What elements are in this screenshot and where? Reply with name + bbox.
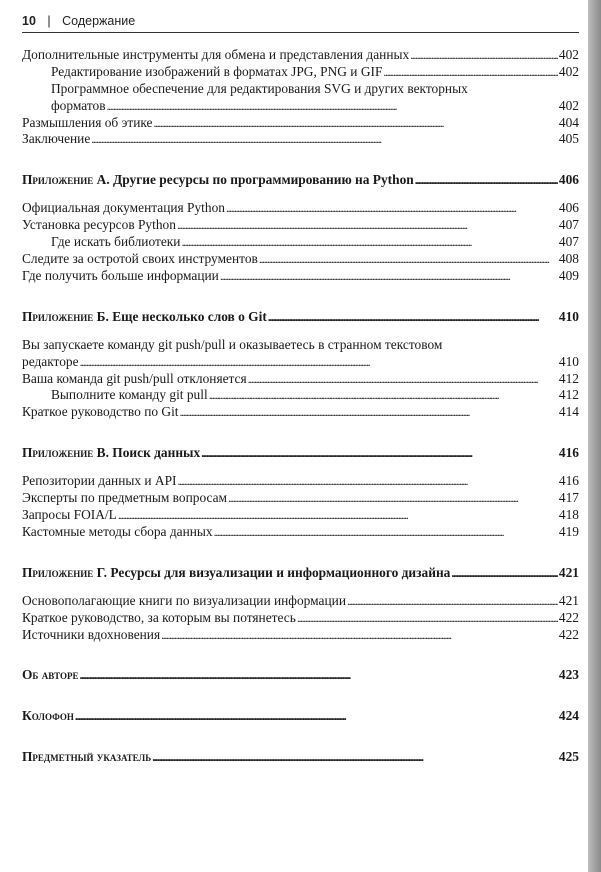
- header-rule: [22, 32, 579, 33]
- toc-entry[interactable]: Выполните команду git pull . . . 412: [22, 387, 579, 404]
- colophon-heading[interactable]: Колофон . . . 424: [22, 706, 579, 725]
- about-author-heading[interactable]: Об авторе . . . 423: [22, 665, 579, 684]
- toc-entry[interactable]: Установка ресурсов Python . . . 407: [22, 217, 579, 234]
- toc-entry[interactable]: Дополнительные инструменты для обмена и представления данных . . . 402: [22, 47, 579, 64]
- toc-entry[interactable]: Где искать библиотеки . . . 407: [22, 234, 579, 251]
- toc-entry[interactable]: Вы запускаете команду git push/pull и оказываетесь в странном текстовом редакторе . . . 410: [22, 337, 579, 371]
- toc-entry[interactable]: Краткое руководство по Git . . . 414: [22, 404, 579, 421]
- toc-entry[interactable]: Репозитории данных и API . . . 416: [22, 473, 579, 490]
- toc-entry[interactable]: Основополагающие книги по визуализации информации . . . 421: [22, 593, 579, 610]
- toc-entry[interactable]: Заключение . . . 405: [22, 131, 579, 148]
- toc-entry[interactable]: Где получить больше информации . . . 409: [22, 268, 579, 285]
- toc-entry[interactable]: Размышления об этике . . . 404: [22, 115, 579, 132]
- toc-entry[interactable]: Кастомные методы сбора данных . . . 419: [22, 524, 579, 541]
- toc-entry[interactable]: Официальная документация Python . . . 406: [22, 200, 579, 217]
- index-heading[interactable]: Предметный указатель . . . 425: [22, 747, 579, 766]
- header-title: Содержание: [62, 14, 136, 28]
- toc-entry[interactable]: Программное обеспечение для редактирования SVG и других векторных форматов . . . 402: [22, 81, 579, 115]
- toc-entry[interactable]: Следите за остротой своих инструментов . . . 408: [22, 251, 579, 268]
- appendix-a-heading[interactable]: Приложение А. Другие ресурсы по программированию на Python . . . 406: [22, 170, 579, 189]
- table-of-contents: [22, 47, 579, 766]
- page-edge-shadow: [588, 0, 601, 872]
- appendix-v-heading[interactable]: Приложение В. Поиск данных . . . 416: [22, 443, 579, 462]
- header-page-number: 10: [22, 14, 36, 28]
- running-header: [22, 14, 135, 28]
- toc-entry[interactable]: Запросы FOIA/L . . . 418: [22, 507, 579, 524]
- appendix-b-heading[interactable]: Приложение Б. Еще несколько слов о Git . . . 410: [22, 307, 579, 326]
- appendix-g-heading[interactable]: Приложение Г. Ресурсы для визуализации и информационного дизайна . . . 421: [22, 563, 579, 582]
- header-separator: |: [47, 14, 51, 28]
- toc-entry[interactable]: Эксперты по предметным вопросам . . . 417: [22, 490, 579, 507]
- toc-entry[interactable]: Краткое руководство, за которым вы потянетесь . . . 422: [22, 610, 579, 627]
- toc-entry[interactable]: Ваша команда git push/pull отклоняется . . . 412: [22, 371, 579, 388]
- toc-entry[interactable]: Редактирование изображений в форматах JPG, PNG и GIF . . . 402: [22, 64, 579, 81]
- toc-entry[interactable]: Источники вдохновения . . . 422: [22, 627, 579, 644]
